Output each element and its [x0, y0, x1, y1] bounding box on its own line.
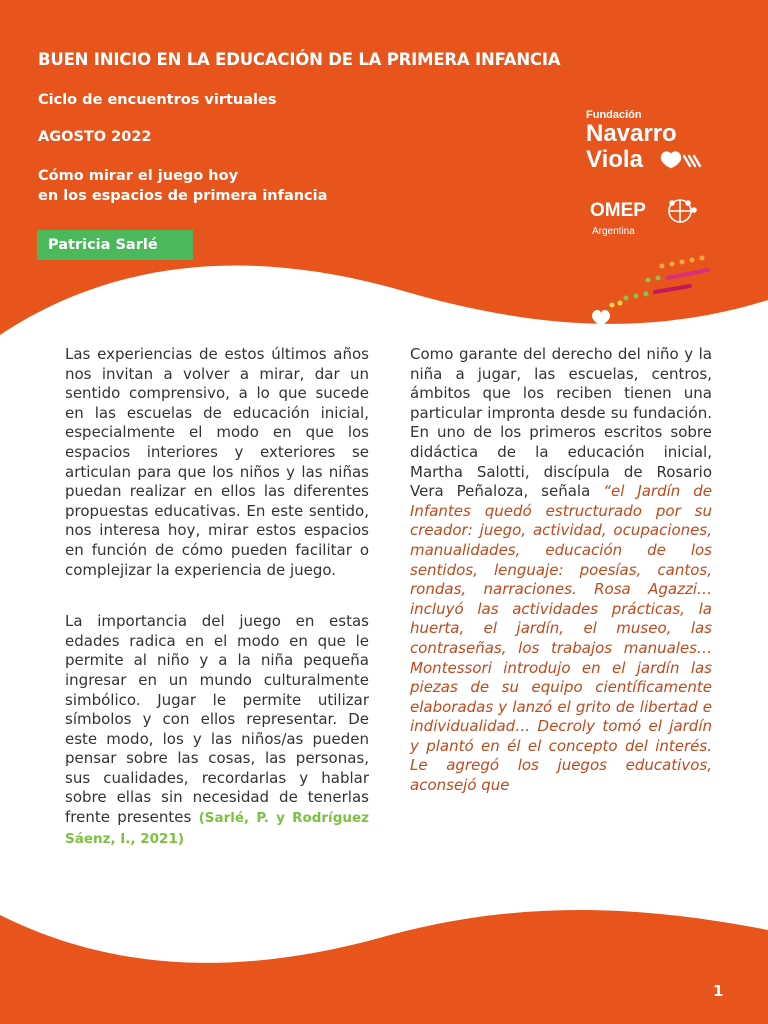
body-column-left — [65, 345, 369, 849]
salotti-quote: “el Jardín de Infantes quedó estructurado por su creador: juego, actividad, ocupaciones, manualidades, educación de los sentidos, lenguaje: poesías, cantos, rondas, narraciones. Rosa Agazzi… incluyó las actividades prácticas, la huerta, el jardín, el museo, las contraseñas, los trabajos manuales… Montessori introdujo en el jardín las piezas de su equipo científicamente elaboradas y lanzó el grito de libertad e individualidad… Decroly tomó el jardín y plantó en él el concepto del interés. Le agregó los juegos educativos, aconsejó que — [410, 482, 712, 795]
logo-argentina-text: Argentina — [592, 226, 635, 237]
body-column-right — [410, 345, 712, 796]
logo-fundacion-label: Fundación — [586, 109, 642, 121]
citation: (Sarlé, P. y Rodríguez Sáenz, I., 2021) — [65, 810, 369, 847]
document-title: BUEN INICIO EN LA EDUCACIÓN DE LA PRIMERA INFANCIA — [38, 50, 561, 69]
paragraph-importance — [65, 612, 369, 849]
paragraph-spaces: Las experiencias de estos últimos años nos invitan a volver a mirar, dar un sentido comprensivo, a lo que sucede en las escuelas de educación inicial, especialmente el modo en que los espacios interiores y exteriores se articulan para que los niños y las niñas puedan realizar en ellos las diferentes propuestas educativas. En este sentido, nos interesa hoy, mirar estos espacios en función de cómo pueden facilitar o complejizar la experiencia de juego. — [65, 345, 369, 579]
paragraph-history — [410, 345, 712, 796]
logo-omep-text: OMEP — [590, 200, 646, 221]
event-series: Ciclo de encuentros virtuales — [38, 92, 277, 108]
paragraph-importance-text: La importancia del juego en estas edades radica en el modo en que le permite al niño y a la niña pequeña ingresar en un mundo culturalmente simbólico. Jugar le permite utilizar símbolos y con ellos representar. De este modo, los y las niños/as pueden pensar sobre las cosas, las personas, sus cualidades, recordarlas y hablar sobre ellas sin necesidad de tenerlas frente presentes — [65, 612, 369, 827]
topic-line-2: en los espacios de primera infancia — [38, 188, 328, 204]
heart-decoration-icon — [592, 310, 610, 326]
paragraph-history-text: Como garante del derecho del niño y la niña a jugar, las escuelas, centros, ámbitos que los reciben tienen una particular impronta desde su fundación. En uno de los primeros escritos sobre didáctica de la educación inicial, Martha Salotti, discípula de Rosario Vera Peñaloza, señala — [410, 345, 712, 501]
topic-line-1: Cómo mirar el juego hoy — [38, 168, 239, 184]
author-badge: Patricia Sarlé — [37, 230, 193, 260]
logo-navarro-text: Navarro — [586, 120, 677, 147]
page-number: 1 — [713, 982, 724, 1000]
logo-viola-text: Viola — [586, 146, 643, 173]
event-date: AGOSTO 2022 — [38, 129, 152, 145]
